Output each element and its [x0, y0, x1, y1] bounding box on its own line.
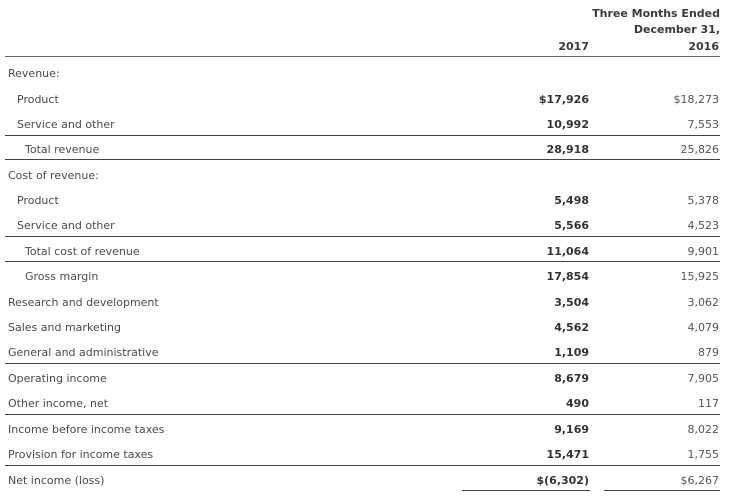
row-label: Cost of revenue:: [8, 169, 99, 182]
value-2016: 4,079: [687, 321, 719, 334]
table-row: [0, 62, 740, 87]
table-row: [0, 265, 740, 290]
row-label: Net income (loss): [8, 474, 105, 487]
row-label: General and administrative: [8, 346, 159, 359]
table-row: [0, 164, 740, 189]
row-label: Product: [17, 194, 59, 207]
value-2016: 7,553: [687, 118, 719, 131]
net-income-rule-2017: [462, 490, 590, 491]
value-2017: 15,471: [546, 448, 589, 461]
table-row: [0, 291, 740, 316]
value-2017: 1,109: [554, 346, 589, 359]
table-row: [0, 189, 740, 214]
total-rule: [5, 159, 720, 160]
value-2017: 3,504: [554, 296, 589, 309]
value-2016: $18,273: [673, 93, 719, 106]
value-2017: $17,926: [538, 93, 589, 106]
subtotal-rule: [5, 135, 720, 136]
value-2016: $6,267: [680, 474, 719, 487]
value-2016: 3,062: [687, 296, 719, 309]
row-label: Service and other: [17, 219, 115, 232]
total-rule: [5, 261, 720, 262]
header-rule: [5, 56, 720, 57]
row-label: Gross margin: [25, 270, 99, 283]
value-2017: 4,562: [554, 321, 589, 334]
row-label: Revenue:: [8, 67, 60, 80]
period-header-line2: December 31,: [633, 23, 720, 36]
value-2016: 9,901: [687, 245, 719, 258]
row-label: Service and other: [17, 118, 115, 131]
value-2016: 25,826: [680, 143, 719, 156]
row-label: Other income, net: [8, 397, 109, 410]
value-2016: 7,905: [687, 372, 719, 385]
value-2017: 8,679: [554, 372, 589, 385]
value-2017: 17,854: [546, 270, 589, 283]
value-2016: 4,523: [687, 219, 719, 232]
value-2017: 490: [566, 397, 589, 410]
row-label: Total cost of revenue: [25, 245, 140, 258]
period-header-line1: Three Months Ended: [592, 7, 720, 20]
value-2016: 15,925: [680, 270, 719, 283]
value-2016: 5,378: [687, 194, 719, 207]
column-header-2016: 2016: [688, 40, 719, 53]
row-label: Sales and marketing: [8, 321, 122, 334]
period-header: [520, 6, 720, 38]
table-row: [0, 88, 740, 113]
row-label: Research and development: [8, 296, 159, 309]
value-2016: 879: [698, 346, 719, 359]
subtotal-rule: [5, 414, 720, 415]
value-2017: 9,169: [554, 423, 589, 436]
column-header-2017: 2017: [558, 40, 589, 53]
row-label: Total revenue: [25, 143, 100, 156]
table-row: [0, 418, 740, 443]
subtotal-rule: [5, 465, 720, 466]
value-2017: 5,498: [554, 194, 589, 207]
value-2017: 5,566: [554, 219, 589, 232]
table-row: [0, 367, 740, 392]
value-2016: 117: [698, 397, 719, 410]
net-income-rule-2016: [604, 490, 720, 491]
row-label: Income before income taxes: [8, 423, 165, 436]
row-label: Operating income: [8, 372, 107, 385]
subtotal-rule: [5, 236, 720, 237]
value-2016: 1,755: [687, 448, 719, 461]
value-2017: 28,918: [546, 143, 589, 156]
row-label: Provision for income taxes: [8, 448, 154, 461]
value-2016: 8,022: [687, 423, 719, 436]
row-label: Product: [17, 93, 59, 106]
value-2017: 11,064: [546, 245, 589, 258]
subtotal-rule: [5, 363, 720, 364]
value-2017: $(6,302): [536, 474, 589, 487]
table-row: [0, 316, 740, 341]
value-2017: 10,992: [546, 118, 589, 131]
